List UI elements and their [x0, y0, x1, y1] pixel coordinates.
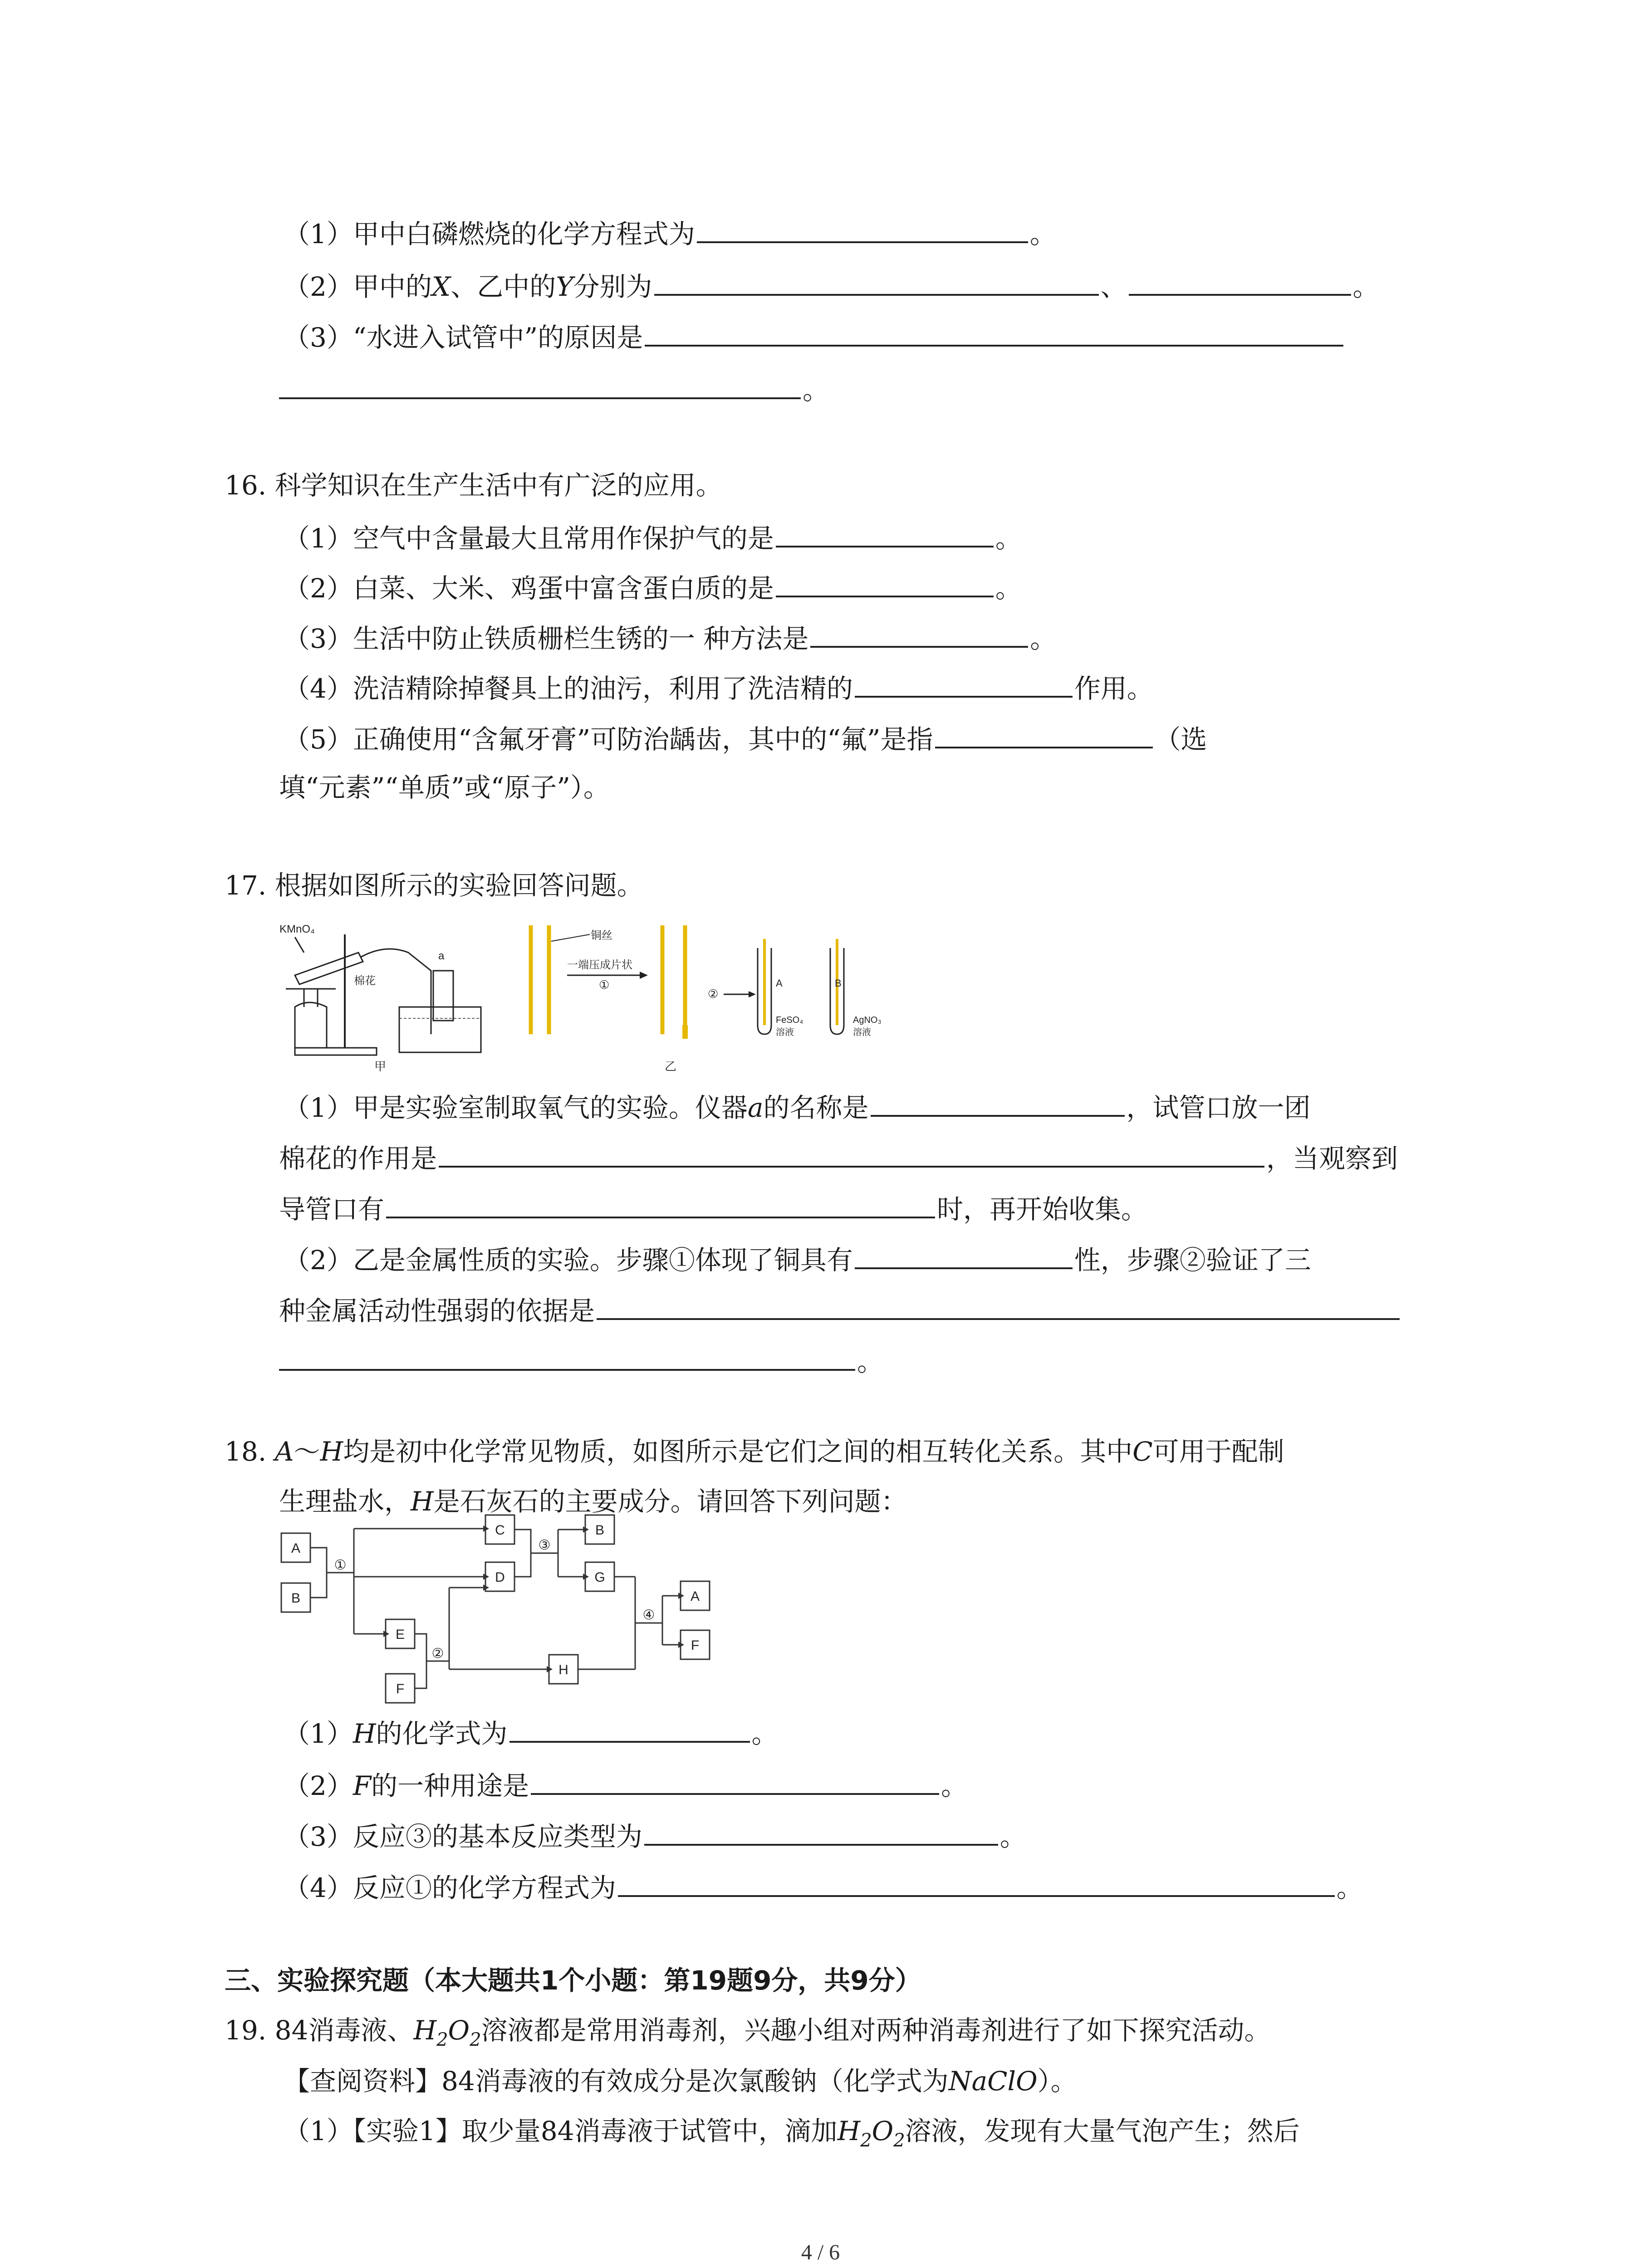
q15-sub3-end: 。	[803, 375, 829, 406]
page-number: 4 / 6	[801, 2240, 840, 2264]
q18-sub2	[284, 1767, 967, 1802]
q15-sub2-text-b: 、乙中的	[451, 271, 556, 302]
q18-stem2-a: 生理盐水，	[279, 1486, 411, 1517]
q19-info	[284, 2065, 1077, 2097]
q18-sub3-text: （3）反应③的基本反应类型为	[284, 1821, 642, 1852]
label-r4: ④	[642, 1608, 655, 1623]
node-B: B	[291, 1591, 301, 1606]
fig-a-label: a	[438, 950, 445, 962]
q18-sub1-b: 的化学式为	[376, 1718, 508, 1749]
q18-sub2-a: （2）	[284, 1770, 353, 1801]
node-B2: B	[595, 1523, 605, 1538]
q15-sub2-end: 。	[1352, 271, 1379, 302]
q16-sub1-end: 。	[995, 523, 1022, 554]
q16-sub4-text: （4）洗洁精除掉餐具上的油污，利用了洗洁精的	[284, 673, 853, 704]
node-A2: A	[690, 1589, 700, 1604]
q16-sub4	[284, 670, 1153, 705]
q18-sub2-F: F	[353, 1770, 372, 1801]
q18-sub3-end: 。	[999, 1821, 1026, 1852]
node-D: D	[495, 1570, 505, 1585]
q16-stem: 16. 科学知识在生产生活中有广泛的应用。	[225, 470, 722, 501]
q19-stem-b: 溶液都是常用消毒剂，兴趣小组对两种消毒剂进行了如下探究活动。	[481, 2015, 1271, 2046]
q19-exp1	[284, 2115, 1300, 2157]
q17-stem: 17. 根据如图所示的实验回答问题。	[225, 870, 643, 901]
q17-sub1-l3	[279, 1190, 1147, 1226]
q15-sub2-sep: 、	[1100, 271, 1127, 302]
q15-sub1	[284, 215, 1056, 250]
q18-sub3-blank[interactable]	[644, 1818, 998, 1846]
fig-kmno4-label: KMnO₄	[279, 923, 315, 935]
q18-stem-1	[225, 1435, 1284, 1468]
q19-exp-h: H	[837, 2116, 861, 2146]
fig-copper-wire-label: 铜丝	[591, 929, 612, 942]
q18-stem-H: H	[320, 1436, 343, 1467]
node-G: G	[594, 1570, 605, 1585]
q17-sub1-l1b: 的名称是	[763, 1092, 869, 1123]
label-r1: ①	[334, 1558, 347, 1573]
q17-sub2-l1	[284, 1241, 1311, 1276]
q16-sub3-end: 。	[1030, 623, 1057, 654]
q18-stem-A: A	[274, 1436, 294, 1467]
fig-cotton-label: 棉花	[354, 975, 376, 987]
q15-sub2-y: Y	[556, 271, 573, 302]
q19-h2o2-o: O	[448, 2015, 470, 2046]
q16-sub5-text: （5）正确使用“含氟牙膏”可防治龋齿，其中的“氟”是指	[284, 724, 933, 755]
q19-exp-o: O	[872, 2116, 894, 2146]
q19-exp-a: （1）【实验1】取少量84消毒液于试管中，滴加	[284, 2116, 838, 2146]
q15-sub1-end: 。	[1029, 219, 1056, 249]
fig-solution-b-label: 溶液	[853, 1027, 871, 1037]
fig-solution-a-label: 溶液	[776, 1027, 794, 1037]
q18-sub4-blank[interactable]	[618, 1869, 1335, 1897]
q17-sub1-l3b: 时，再开始收集。	[937, 1194, 1148, 1225]
q17-sub2-l1b: 性，步骤②验证了三	[1074, 1245, 1311, 1276]
node-F2: F	[691, 1638, 700, 1653]
fig-yi-label: 乙	[665, 1060, 677, 1073]
q16-sub1-blank[interactable]	[776, 519, 994, 547]
q16-sub3	[284, 620, 1056, 655]
q15-sub3	[284, 318, 1345, 354]
q18-sub3	[284, 1818, 1026, 1853]
q17-sub1-l3a: 导管口有	[279, 1194, 385, 1225]
q19-info-b: ）。	[1037, 2066, 1077, 2097]
q17-sub2-blank-1[interactable]	[855, 1241, 1073, 1269]
q16-sub5-cont: 填“元素”“单质”或“原子”）。	[279, 772, 610, 803]
q17-sub2-l1a: （2）乙是金属性质的实验。步骤①体现了铜具有	[284, 1245, 853, 1276]
q19-stem	[225, 2014, 1271, 2056]
q18-stem1-c: 均是初中化学常见物质，如图所示是它们之间的相互转化关系。其中	[343, 1436, 1133, 1467]
q18-sub4-end: 。	[1336, 1872, 1363, 1903]
q16-sub1-text: （1）空气中含量最大且常用作保护气的是	[284, 523, 774, 554]
q17-sub1-blank-2[interactable]	[439, 1139, 1264, 1168]
q17-sub1-l1	[284, 1089, 1311, 1124]
q16-sub4-blank[interactable]	[855, 670, 1073, 698]
q17-sub1-l2a: 棉花的作用是	[279, 1143, 437, 1174]
q18-sub2-end: 。	[941, 1770, 968, 1801]
q15-sub2-blank-2[interactable]	[1129, 268, 1351, 296]
fig-tube-a-label: A	[776, 978, 783, 989]
q19-exp-2a: 2	[860, 2130, 872, 2151]
q17-sub1-l2b: ，当观察到	[1266, 1143, 1398, 1174]
q17-sub1-a: a	[747, 1092, 764, 1123]
q15-sub2-x: X	[431, 271, 451, 302]
q18-sub2-b: 的一种用途是	[371, 1770, 529, 1801]
node-F: F	[396, 1681, 405, 1696]
q15-sub1-blank[interactable]	[697, 215, 1028, 243]
q19-exp-2b: 2	[893, 2130, 905, 2151]
fig-feso4-label: FeSO₄	[776, 1015, 803, 1025]
q16-sub2-text: （2）白菜、大米、鸡蛋中富含蛋白质的是	[284, 573, 774, 604]
q15-sub2-text-c: 分别为	[573, 271, 652, 302]
q16-sub5-end: （选	[1154, 724, 1207, 755]
q19-stem-a: 19. 84消毒液、	[225, 2015, 414, 2046]
q17-sub2-blank-3[interactable]	[279, 1343, 855, 1371]
fig-jia-label: 甲	[374, 1060, 387, 1073]
q19-exp-b: 溶液，发现有大量气泡产生；然后	[905, 2116, 1300, 2146]
q18-stem2-H: H	[411, 1486, 434, 1517]
q17-sub2-l2a: 种金属活动性强弱的依据是	[279, 1295, 595, 1326]
label-r3: ③	[538, 1538, 551, 1553]
q15-sub3-cont	[279, 371, 829, 406]
q15-sub2	[284, 268, 1379, 303]
q18-sub1-end: 。	[751, 1718, 778, 1749]
q19-naclo: NaClO	[948, 2066, 1038, 2097]
fig-step2-label: ②	[708, 987, 719, 1001]
q17-sub2-l3	[279, 1343, 883, 1378]
q17-sub1-blank-1[interactable]	[871, 1089, 1125, 1117]
q16-sub2	[284, 569, 1022, 605]
q15-sub3-text: （3）“水进入试管中”的原因是	[284, 322, 643, 353]
q15-sub2-blank-1[interactable]	[654, 268, 1099, 296]
q17-sub1-l1a: （1）甲是实验室制取氧气的实验。仪器	[284, 1092, 748, 1123]
q17-sub2-l2	[279, 1292, 1401, 1327]
q18-stem-C: C	[1132, 1436, 1153, 1467]
q16-sub3-blank[interactable]	[810, 620, 1028, 648]
q17-sub2-end: 。	[857, 1346, 884, 1377]
fig-tube-b-label: B	[835, 978, 842, 989]
q18-sub1-H: H	[353, 1718, 376, 1749]
q15-sub3-blank-1[interactable]	[645, 318, 1343, 347]
node-H: H	[558, 1662, 568, 1677]
q19-h2o2-2b: 2	[470, 2029, 481, 2050]
q15-sub1-text: （1）甲中白磷燃烧的化学方程式为	[284, 219, 695, 249]
q18-sub2-blank[interactable]	[531, 1767, 939, 1795]
q17-sub1-blank-3[interactable]	[386, 1190, 935, 1218]
q15-sub3-blank-2[interactable]	[279, 371, 801, 399]
q16-sub4-end: 作用。	[1074, 673, 1153, 704]
fig-step1-label: ①	[599, 978, 610, 992]
label-r2: ②	[431, 1646, 444, 1661]
node-E: E	[395, 1627, 405, 1642]
q17-figure	[277, 921, 921, 1075]
q18-stem1-b: ～	[294, 1436, 320, 1467]
q15-sub2-text-a: （2）甲中的	[284, 271, 432, 302]
fig-flatten-label: 一端压成片状	[567, 959, 632, 971]
q19-h2o2-h: H	[413, 2015, 437, 2046]
q19-h2o2-2a: 2	[436, 2029, 448, 2050]
q18-sub1-a: （1）	[284, 1718, 353, 1749]
q16-sub2-end: 。	[995, 573, 1022, 604]
node-C: C	[495, 1523, 505, 1538]
q17-sub1-l1c: ，试管口放一团	[1126, 1092, 1311, 1123]
q19-info-a: 【查阅资料】84消毒液的有效成分是次氯酸钠（化学式为	[284, 2066, 949, 2097]
q18-stem1-a: 18.	[225, 1436, 275, 1467]
q18-sub1-blank[interactable]	[509, 1715, 750, 1743]
q16-sub3-text: （3）生活中防止铁质栅栏生锈的一 种方法是	[284, 623, 809, 654]
q18-sub4-text: （4）反应①的化学方程式为	[284, 1872, 616, 1903]
q16-sub1	[284, 519, 1022, 555]
q18-stem1-d: 可用于配制	[1152, 1436, 1284, 1467]
q16-sub5	[284, 720, 1207, 756]
q18-diagram	[277, 1510, 730, 1710]
fig-agno3-label: AgNO₃	[853, 1015, 882, 1025]
q18-sub4	[284, 1869, 1363, 1904]
section3-title: 三、实验探究题（本大题共1个小题：第19题9分，共9分）	[225, 1965, 921, 1996]
q17-sub2-blank-2[interactable]	[597, 1292, 1400, 1320]
q16-sub2-blank[interactable]	[776, 569, 994, 597]
node-A: A	[291, 1541, 301, 1556]
q17-sub1-l2	[279, 1139, 1398, 1175]
q18-stem2-b: 是石灰石的主要成分。请回答下列问题：	[433, 1486, 907, 1517]
q16-sub5-blank[interactable]	[935, 720, 1153, 748]
q18-sub1	[284, 1715, 778, 1750]
